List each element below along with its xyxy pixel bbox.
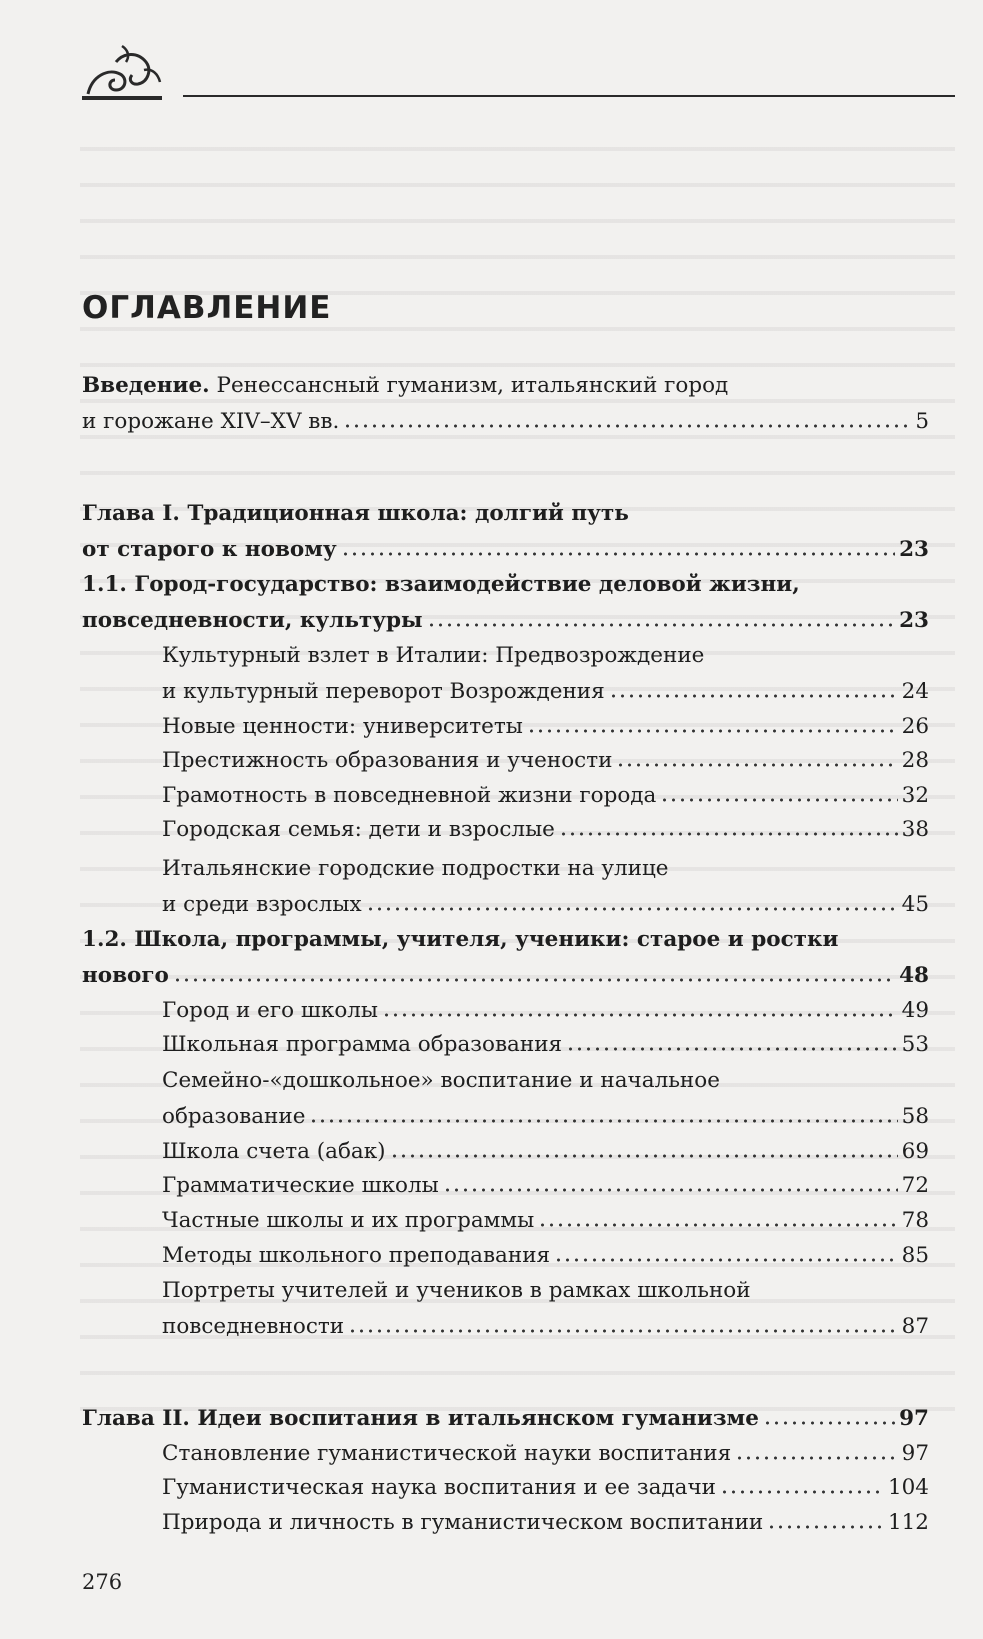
toc-entry-page-number: 97 [901, 1441, 929, 1466]
leader-dots [366, 907, 898, 911]
toc-entry-last-line [162, 1436, 929, 1472]
toc-entry-page-number: 32 [901, 783, 929, 808]
toc-entry [162, 709, 929, 745]
toc-entry [162, 1203, 929, 1239]
toc-entry-title: повседневности, культуры [82, 607, 423, 633]
toc-entry-title: Методы школьного преподавания [162, 1243, 551, 1268]
leader-dots [763, 1421, 895, 1425]
toc-entry-last-line [162, 674, 929, 710]
toc-entry-title: Грамотность в повседневной жизни города [162, 783, 657, 808]
toc-entry [162, 778, 929, 814]
leader-dots [735, 1456, 898, 1460]
toc-entry-last-line [82, 404, 929, 440]
toc-entry-page-number: 58 [901, 1103, 929, 1129]
toc-entry-title-line1 [82, 368, 929, 404]
toc-entry-last-line [162, 1027, 929, 1063]
toc-entry-last-line [162, 1134, 929, 1170]
toc-entry-title: Грамматические школы [162, 1173, 439, 1198]
toc-entry [162, 1470, 929, 1506]
leader-dots [554, 1258, 898, 1262]
toc-entry [162, 1238, 929, 1274]
toc-entry-last-line [162, 1099, 929, 1135]
toc-entry-page-number: 69 [901, 1139, 929, 1164]
toc-entry-title-line1 [162, 851, 929, 887]
leader-dots [427, 623, 895, 627]
toc-entry-title: Ренессансный гуманизм, итальянский город [209, 373, 729, 398]
toc-entry [162, 1134, 929, 1170]
toc-entry-title: Природа и личность в гуманистическом воспитании [162, 1510, 764, 1535]
toc-entry-page-number: 85 [901, 1243, 929, 1268]
leader-dots [309, 1119, 897, 1123]
toc-entry-last-line [162, 709, 929, 745]
toc-entry [162, 1027, 929, 1063]
toc-entry [162, 743, 929, 779]
toc-entry-page-number: 78 [901, 1208, 929, 1233]
toc-entry-page-number: 23 [899, 536, 929, 562]
toc-entry-title: Школьная программа образования [162, 1032, 563, 1057]
toc-entry-title: 1.2. Школа, программы, учителя, ученики: старое и ростки [82, 927, 839, 952]
toc-entry-title: Гуманистическая наука воспитания и ее задачи [162, 1475, 716, 1500]
leader-dots [538, 1223, 897, 1227]
toc-entry [82, 1401, 929, 1437]
toc-entry-title: от старого к новому [82, 536, 337, 562]
leader-dots [609, 694, 898, 698]
toc-entry-lead: Введение. [82, 373, 210, 398]
toc-entry-title: Становление гуманистической науки воспитания [162, 1441, 732, 1466]
toc-entry-title: Новые ценности: университеты [162, 714, 523, 739]
toc-entry-page-number: 28 [901, 748, 929, 773]
toc-entry-last-line [82, 958, 929, 994]
leader-dots [443, 1188, 898, 1192]
toc-entry-title: 1.1. Город-государство: взаимодействие деловой жизни, [82, 572, 800, 597]
toc-entry-title: Глава II. Идеи воспитания в итальянском гуманизме [82, 1406, 759, 1431]
toc-entry [162, 1273, 929, 1344]
toc-entry [162, 812, 929, 848]
toc-entry-page-number: 24 [901, 678, 929, 704]
toc-entry [82, 496, 929, 567]
toc-entry-title: образование [162, 1103, 306, 1129]
toc-entry-title-line1 [82, 496, 929, 532]
toc-entry-last-line [162, 1470, 929, 1506]
toc-entry-title: и горожане XIV–XV вв. [82, 408, 340, 434]
toc-entry-last-line [82, 532, 929, 568]
leader-dots [767, 1525, 884, 1529]
leader-dots [720, 1490, 884, 1494]
toc-entry [162, 1168, 929, 1204]
toc-entry-last-line [162, 1238, 929, 1274]
toc-entry-last-line [162, 1309, 929, 1345]
toc-entry-page-number: 97 [899, 1406, 929, 1431]
toc-entry-page-number: 45 [901, 891, 929, 917]
page-title: ОГЛАВЛЕНИЕ [82, 290, 332, 326]
toc-entry-last-line [82, 603, 929, 639]
toc-entry-page-number: 26 [901, 714, 929, 739]
toc-entry-page-number: 23 [899, 607, 929, 633]
toc-entry-title-line1 [162, 638, 929, 674]
toc-entry-title: нового [82, 962, 169, 988]
toc-entry-page-number: 104 [887, 1475, 929, 1500]
toc-entry [162, 638, 929, 709]
toc-entry-title: и культурный переворот Возрождения [162, 678, 605, 704]
toc-entry [162, 1505, 929, 1541]
toc-entry-page-number: 53 [901, 1032, 929, 1057]
toc-entry [162, 851, 929, 922]
toc-entry-last-line [162, 993, 929, 1029]
toc-entry-page-number: 72 [901, 1173, 929, 1198]
toc-entry [82, 922, 929, 993]
toc-entry-page-number: 48 [899, 962, 929, 988]
toc-entry-title-line1 [162, 1273, 929, 1309]
toc-entry [162, 993, 929, 1029]
toc-entry-page-number: 38 [901, 817, 929, 842]
toc-entry-page-number: 112 [887, 1510, 929, 1535]
toc-entry-title: Итальянские городские подростки на улице [162, 856, 669, 881]
toc-entry [162, 1063, 929, 1134]
leader-dots [390, 1154, 898, 1158]
toc-entry-page-number: 5 [915, 408, 929, 434]
leader-dots [341, 552, 895, 556]
toc-entry-last-line [162, 778, 929, 814]
leader-dots [343, 424, 911, 428]
toc-entry-title: Портреты учителей и учеников в рамках школьной [162, 1278, 751, 1303]
toc-entry [82, 368, 929, 439]
toc-entry [162, 1436, 929, 1472]
leader-dots [660, 798, 897, 802]
leader-dots [173, 978, 895, 982]
toc-entry-title: и среди взрослых [162, 891, 362, 917]
toc-entry-title: Культурный взлет в Италии: Предвозрождение [162, 643, 705, 668]
leader-dots [559, 832, 898, 836]
toc-entry-last-line [162, 1505, 929, 1541]
toc-entry-title-line1 [82, 567, 929, 603]
toc-entry-title: Город и его школы [162, 998, 379, 1023]
toc-entry-last-line [162, 743, 929, 779]
toc-entry-last-line [162, 812, 929, 848]
toc-entry-title-line1 [82, 922, 929, 958]
toc-entry-title: Престижность образования и учености [162, 748, 613, 773]
toc-entry-title: Семейно-«дошкольное» воспитание и начальное [162, 1068, 720, 1093]
toc-entry-title: Глава I. Традиционная школа: долгий путь [82, 501, 629, 526]
leader-dots [527, 729, 898, 733]
toc-entry-title: повседневности [162, 1313, 345, 1339]
leader-dots [616, 763, 897, 767]
toc-entry-title: Частные школы и их программы [162, 1208, 535, 1233]
toc-entry-last-line [162, 887, 929, 923]
toc-entry [82, 567, 929, 638]
toc-entry-page-number: 87 [901, 1313, 929, 1339]
toc-entry-title: Школа счета (абак) [162, 1139, 386, 1164]
leader-dots [348, 1329, 898, 1333]
toc-entry-last-line [162, 1203, 929, 1239]
toc-entry-title: Городская семья: дети и взрослые [162, 817, 555, 842]
toc-entry-last-line [162, 1168, 929, 1204]
toc-entry-page-number: 49 [901, 998, 929, 1023]
toc-entry-title-line1 [162, 1063, 929, 1099]
page-number: 276 [82, 1570, 123, 1594]
toc-entry-last-line [82, 1401, 929, 1437]
leader-dots [382, 1013, 898, 1017]
leader-dots [566, 1047, 898, 1051]
